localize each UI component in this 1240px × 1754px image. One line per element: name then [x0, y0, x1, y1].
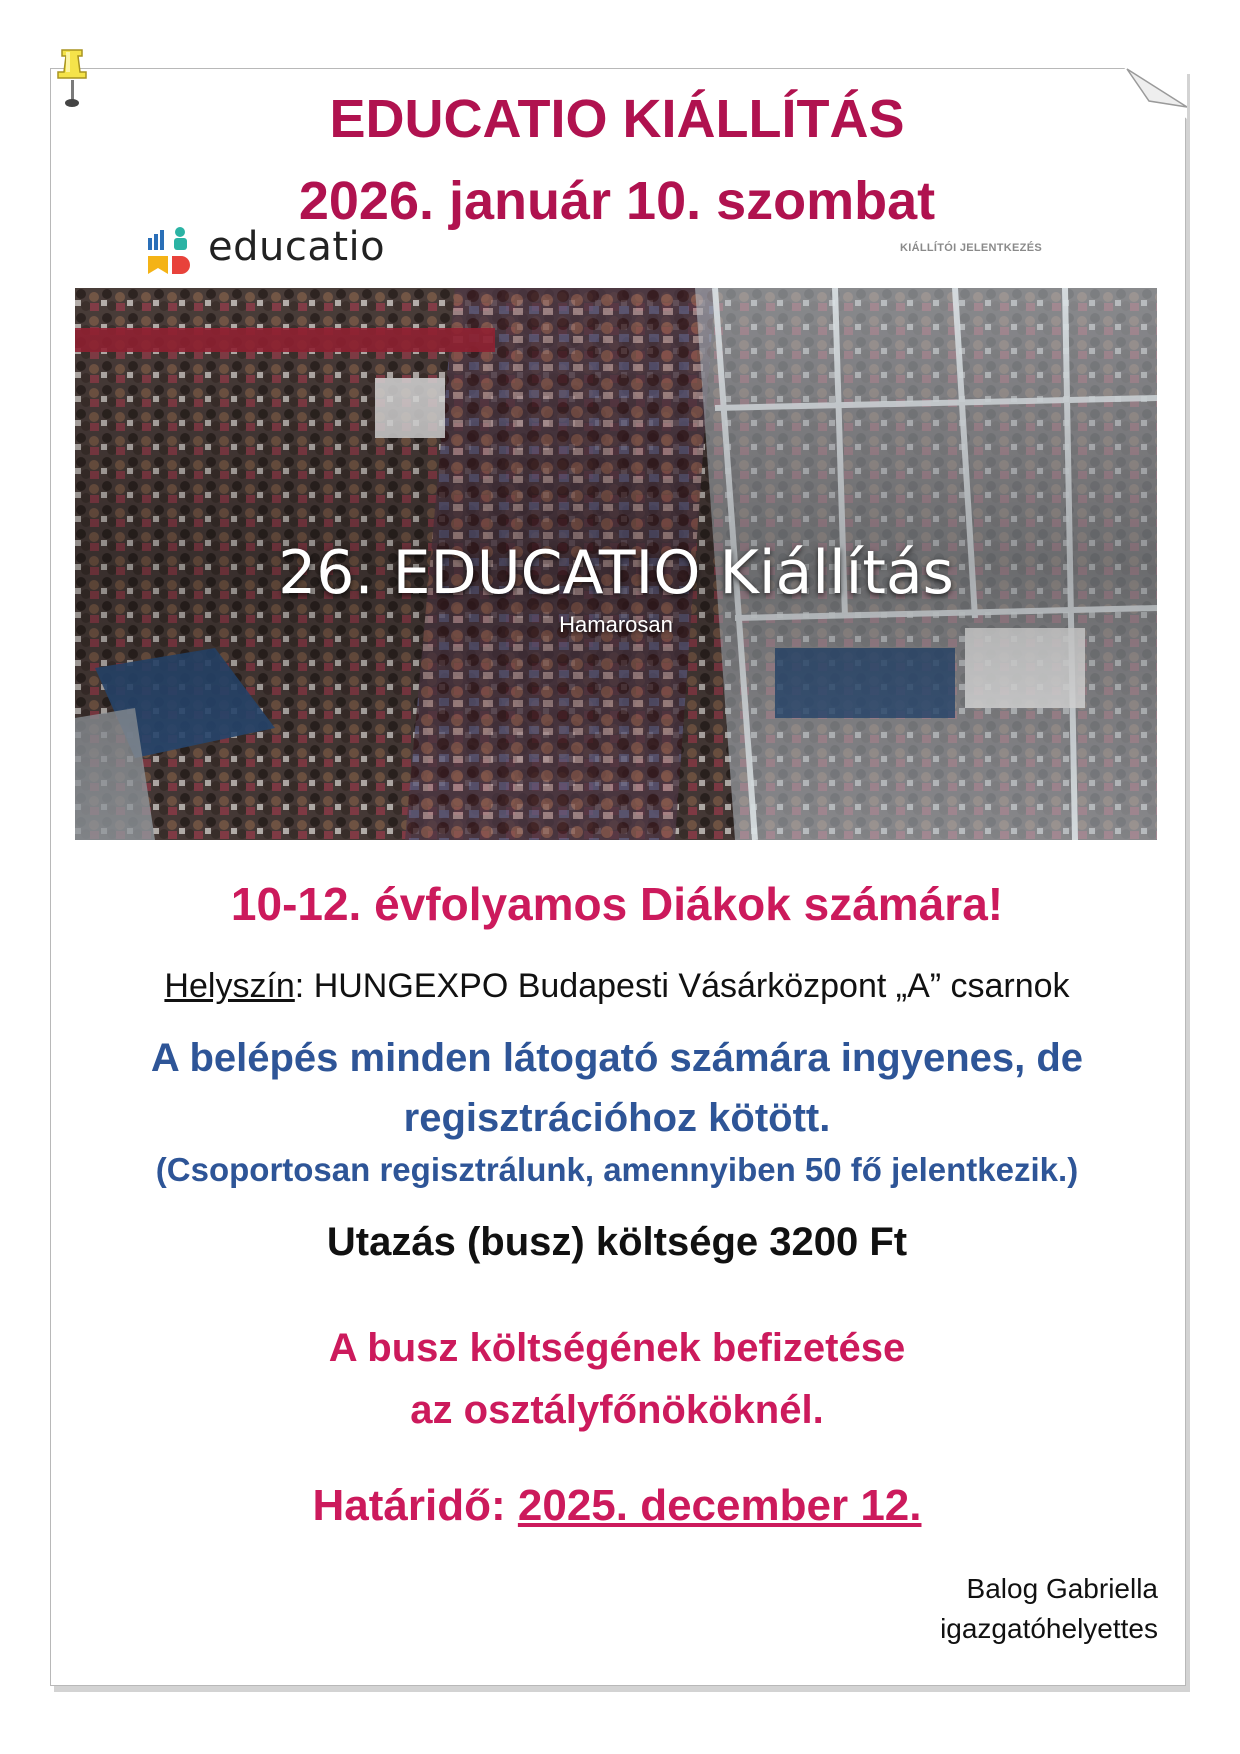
deadline-label: Határidő:: [312, 1481, 518, 1530]
deadline-date: 2025. december 12.: [517, 1481, 922, 1530]
entry-info-line1: A belépés minden látogató számára ingyenes, de: [150, 1036, 1084, 1080]
signature-role: igazgatóhelyettes: [940, 1613, 1158, 1644]
travel-cost: Utazás (busz) költsége 3200 Ft: [326, 1220, 908, 1264]
hero-photo: [75, 288, 1157, 840]
hero-subtitle: Hamarosan: [559, 612, 673, 637]
entry-info-line2: regisztrációhoz kötött.: [403, 1096, 831, 1140]
educatio-logo-icon: [146, 224, 198, 276]
payment-line1: A busz költségének befizetése: [328, 1326, 906, 1370]
signature-name: Balog Gabriella: [966, 1573, 1158, 1604]
exhibitor-registration-link[interactable]: KIÁLLÍTÓI JELENTKEZÉS: [900, 242, 1042, 254]
deadline: [50, 1478, 1184, 1534]
group-registration-note: (Csoportosan regisztrálunk, amennyiben 50 fő jelentkezik.): [155, 1151, 1079, 1188]
venue-value: : HUNGEXPO Budapesti Vásárközpont „A” csarnok: [294, 967, 1070, 1005]
payment-line2: az osztályfőnököknél.: [410, 1388, 824, 1432]
event-date: 2026. január 10. szombat: [298, 171, 936, 231]
hero-title: 26. EDUCATIO Kiállítás: [278, 538, 954, 608]
venue-line: [50, 964, 1184, 1008]
logo-wordmark: educatio: [208, 224, 386, 270]
venue-label: Helyszín: [164, 967, 295, 1005]
poster-title: EDUCATIO KIÁLLÍTÁS: [329, 89, 905, 149]
target-audience: 10-12. évfolyamos Diákok számára!: [230, 878, 1004, 930]
